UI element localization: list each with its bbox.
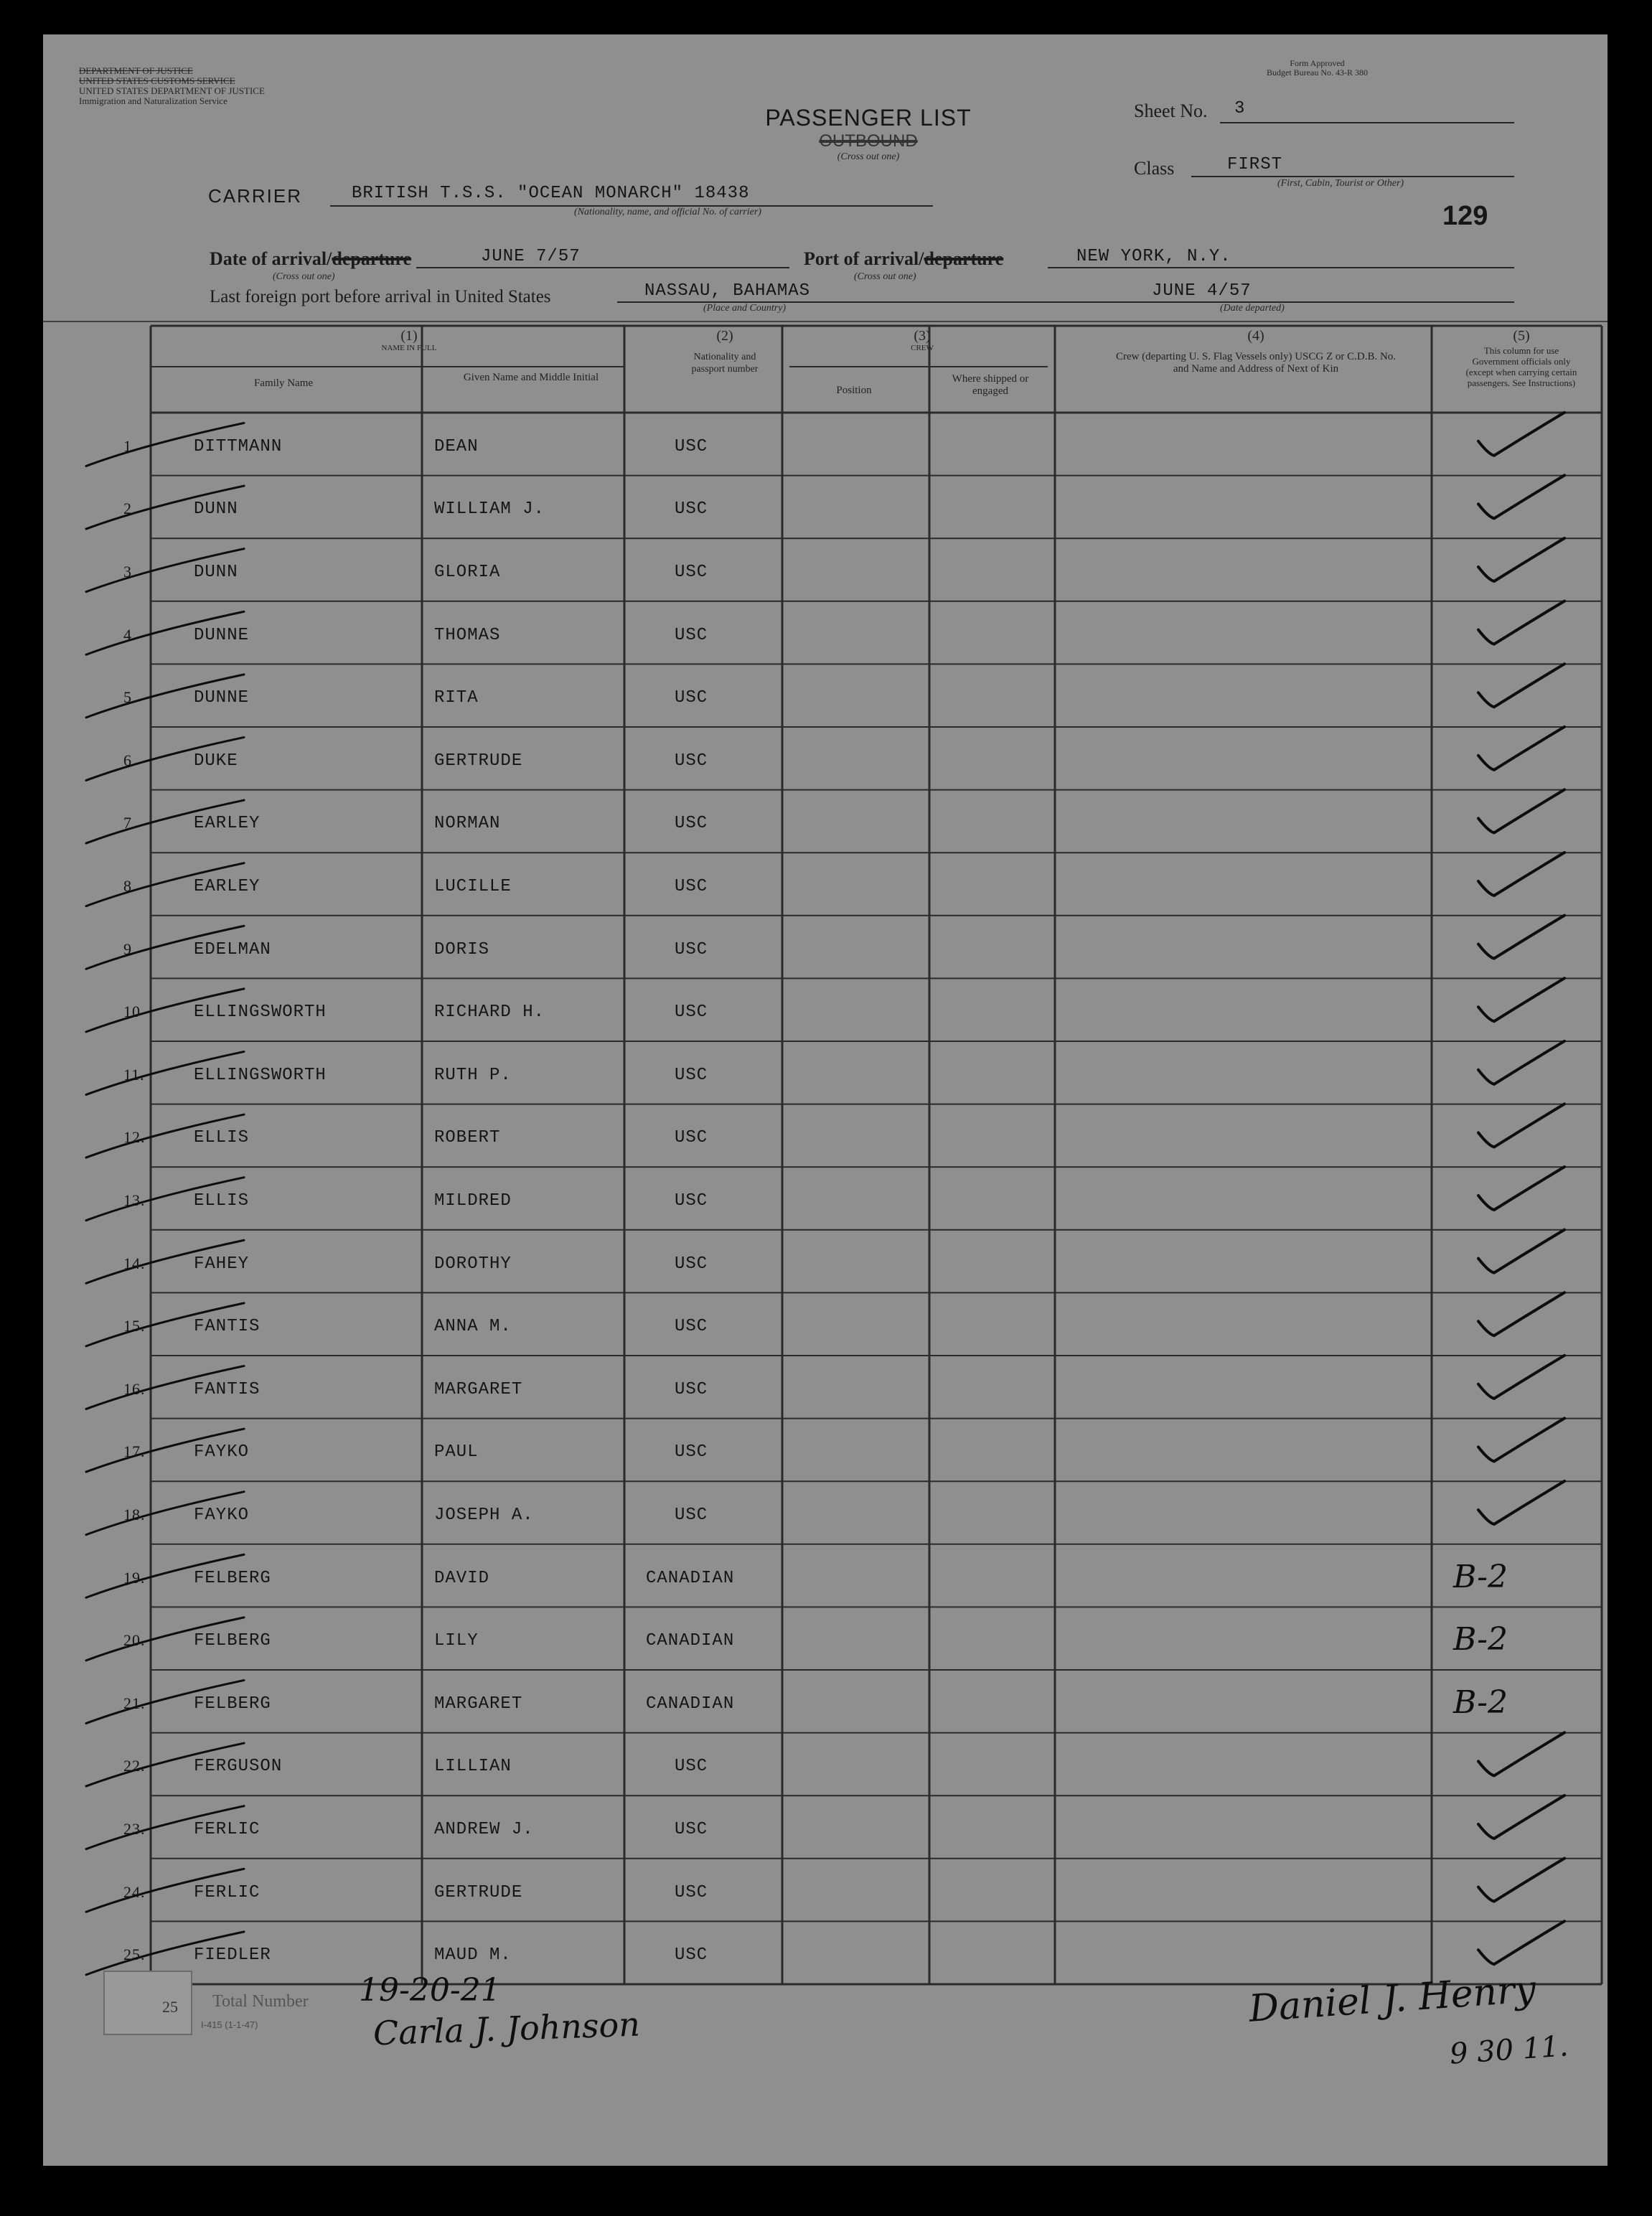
row-number: 16. xyxy=(123,1379,146,1398)
given-name: MARGARET xyxy=(434,1379,523,1399)
nationality: USC xyxy=(675,1379,708,1399)
family-name: ELLIS xyxy=(194,1128,250,1148)
given-name: RITA xyxy=(434,688,479,708)
date-of-arrival-value: JUNE 7/57 xyxy=(481,247,581,266)
check-mark xyxy=(1478,853,1564,896)
check-mark xyxy=(1478,916,1564,959)
date-cross-note: (Cross out one) xyxy=(273,271,335,282)
given-name: GERTRUDE xyxy=(434,751,523,771)
crossed-word: OUTBOUND xyxy=(819,131,918,151)
row-number: 23. xyxy=(123,1820,146,1838)
check-mark xyxy=(1478,789,1564,832)
row-number: 14. xyxy=(123,1254,146,1272)
total-box xyxy=(103,1971,192,2035)
gov-mark: B-2 xyxy=(1453,1558,1508,1595)
given-name: LUCILLE xyxy=(434,877,512,896)
nationality: USC xyxy=(675,1317,708,1337)
family-name: FERGUSON xyxy=(194,1757,283,1777)
nationality: USC xyxy=(675,1945,708,1966)
budget-line-1: Form Approved xyxy=(1290,58,1345,68)
carrier-value: BRITISH T.S.S. "OCEAN MONARCH" 18438 xyxy=(352,184,750,203)
check-mark xyxy=(1478,1418,1564,1461)
family-name: FELBERG xyxy=(194,1694,271,1714)
row-number: 5. xyxy=(123,688,137,707)
given-name: WILLIAM J. xyxy=(434,499,545,520)
date-note: 9 30 11. xyxy=(1448,2029,1569,2071)
agency-line-3: UNITED STATES DEPARTMENT OF JUSTICE xyxy=(79,85,265,96)
form-code: I-415 (1-1-47) xyxy=(201,2019,258,2030)
row-number: 8 xyxy=(123,877,132,895)
given-name: ANDREW J. xyxy=(434,1820,534,1839)
row-number: 2. xyxy=(123,499,137,518)
row-number: 17. xyxy=(123,1442,146,1461)
check-mark xyxy=(1478,1732,1564,1775)
row-number: 15. xyxy=(123,1317,146,1335)
last-port-date-value: JUNE 4/57 xyxy=(1152,281,1252,301)
nationality: USC xyxy=(675,1191,708,1211)
family-name-header: Family Name xyxy=(253,377,314,389)
row-number: 18. xyxy=(123,1506,146,1524)
given-name: JOSEPH A. xyxy=(434,1506,534,1525)
given-name: RICHARD H. xyxy=(434,1003,545,1023)
budget-line-2: Budget Bureau No. 43-R 380 xyxy=(1267,67,1368,78)
family-name: FAYKO xyxy=(194,1442,250,1463)
table-grid xyxy=(43,34,1608,2166)
given-name: DAVID xyxy=(434,1568,490,1588)
total-box-value: 25 xyxy=(162,1998,178,2016)
nationality: USC xyxy=(675,1882,708,1902)
check-mark xyxy=(1478,1859,1564,1902)
cross-out-note: (Cross out one) xyxy=(837,151,900,162)
last-port-date-note: (Date departed) xyxy=(1220,303,1285,314)
agency-line-1: DEPARTMENT OF JUSTICE xyxy=(79,65,193,76)
last-port-label: Last foreign port before arrival in United States xyxy=(210,287,551,306)
col4-number: (4) xyxy=(1247,328,1264,344)
date-label-text: Date of arrival/ xyxy=(210,248,332,269)
family-name: DUKE xyxy=(194,751,238,771)
family-name: DUNN xyxy=(194,499,238,520)
check-mark xyxy=(1478,1356,1564,1399)
gov-use-header: This column for use Government officials only (except when carrying certain passengers. See Instructions) xyxy=(1465,345,1577,388)
total-number-label: Total Number xyxy=(212,1992,309,2011)
check-mark xyxy=(1478,1481,1564,1524)
row-number: 21. xyxy=(123,1694,146,1712)
row-number: 22. xyxy=(123,1757,146,1775)
check-mark xyxy=(1478,475,1564,518)
position-header: Position xyxy=(836,385,872,396)
family-name: ELLIS xyxy=(194,1191,250,1211)
row-number: 19. xyxy=(123,1568,146,1587)
check-mark xyxy=(1478,1167,1564,1210)
port-cross-note: (Cross out one) xyxy=(854,271,916,282)
check-mark xyxy=(1478,1104,1564,1147)
given-name: LILY xyxy=(434,1631,479,1651)
crew-info-header: Crew (departing U. S. Flag Vessels only) USCG Z or C.D.B. No. and Name and Address of Next of Kin xyxy=(1115,351,1397,375)
nationality: USC xyxy=(675,877,708,896)
crew-header: CREW xyxy=(911,344,934,352)
form-title: PASSENGER LIST xyxy=(765,105,972,131)
given-name: LILLIAN xyxy=(434,1757,512,1777)
class-note: (First, Cabin, Tourist or Other) xyxy=(1277,178,1404,189)
nationality: USC xyxy=(675,1254,708,1274)
family-name: ELLINGSWORTH xyxy=(194,1003,327,1023)
row-number: 1. xyxy=(123,436,137,455)
class-label: Class xyxy=(1134,158,1175,179)
check-mark xyxy=(1478,538,1564,581)
check-mark xyxy=(1478,1292,1564,1335)
family-name: DUNNE xyxy=(194,625,250,645)
given-name: RUTH P. xyxy=(434,1065,512,1085)
given-name: DORIS xyxy=(434,939,490,959)
port-label-text: Port of arrival/ xyxy=(804,248,924,269)
nationality: USC xyxy=(675,1442,708,1463)
signature-left: Carla J. Johnson xyxy=(372,2004,641,2053)
col1-title: NAME IN FULL xyxy=(381,344,437,352)
agency-line-4: Immigration and Naturalization Service xyxy=(79,95,227,106)
row-number: 7. xyxy=(123,814,137,832)
check-mark xyxy=(1478,978,1564,1021)
nationality-header: Nationality and passport number xyxy=(691,352,759,375)
last-port-value: NASSAU, BAHAMAS xyxy=(644,281,811,301)
gov-mark: B-2 xyxy=(1453,1621,1508,1658)
nationality: USC xyxy=(675,563,708,582)
carrier-label: CARRIER xyxy=(208,185,303,207)
nationality: CANADIAN xyxy=(646,1568,735,1588)
row-number: 3. xyxy=(123,563,137,581)
given-name: NORMAN xyxy=(434,814,501,834)
col2-number: (2) xyxy=(716,328,733,344)
class-value: FIRST xyxy=(1227,155,1283,174)
agency-line-2: UNITED STATES CUSTOMS SERVICE xyxy=(79,75,235,86)
check-mark xyxy=(1478,1230,1564,1273)
given-name: DEAN xyxy=(434,436,479,456)
signature-right: Daniel J. Henry xyxy=(1247,1968,1538,2031)
nationality: USC xyxy=(675,499,708,520)
nationality: USC xyxy=(675,1128,708,1148)
family-name: FAHEY xyxy=(194,1254,250,1274)
nationality: USC xyxy=(675,436,708,456)
row-number: 6. xyxy=(123,751,137,769)
carrier-note: (Nationality, name, and official No. of carrier) xyxy=(574,207,761,217)
nationality: USC xyxy=(675,1003,708,1023)
row-number: 20. xyxy=(123,1631,146,1650)
nationality: CANADIAN xyxy=(646,1694,735,1714)
nationality: CANADIAN xyxy=(646,1631,735,1651)
row-number: 13. xyxy=(123,1191,146,1209)
gov-mark: B-2 xyxy=(1453,1684,1508,1721)
row-number: 12. xyxy=(123,1128,146,1147)
check-mark xyxy=(1478,1041,1564,1084)
family-name: FELBERG xyxy=(194,1631,271,1651)
col5-number: (5) xyxy=(1513,328,1530,344)
given-name: ROBERT xyxy=(434,1128,501,1148)
family-name: ELLINGSWORTH xyxy=(194,1065,327,1085)
given-name: MILDRED xyxy=(434,1191,512,1211)
hand-note: 19-20-21 xyxy=(359,1972,501,2009)
check-mark xyxy=(1478,727,1564,770)
nationality: USC xyxy=(675,751,708,771)
date-label-crossed: departure xyxy=(332,248,412,269)
nationality: USC xyxy=(675,1820,708,1839)
family-name: FERLIC xyxy=(194,1882,261,1902)
given-name: DOROTHY xyxy=(434,1254,512,1274)
family-name: EARLEY xyxy=(194,877,261,896)
check-mark xyxy=(1478,413,1564,456)
given-name: ANNA M. xyxy=(434,1317,512,1337)
passenger-list-sheet xyxy=(43,34,1608,2166)
last-port-note: (Place and Country) xyxy=(703,303,787,314)
nationality: USC xyxy=(675,1757,708,1777)
shipped-header: Where shipped or engaged xyxy=(952,373,1029,397)
family-name: EDELMAN xyxy=(194,939,271,959)
family-name: FAYKO xyxy=(194,1506,250,1525)
col3-number: (3) xyxy=(914,328,931,344)
sheet-number-value: 3 xyxy=(1234,99,1246,118)
col1-number: (1) xyxy=(400,328,418,344)
row-number: 24. xyxy=(123,1882,146,1901)
given-name: MARGARET xyxy=(434,1694,523,1714)
given-name: GERTRUDE xyxy=(434,1882,523,1902)
family-name: FANTIS xyxy=(194,1379,261,1399)
given-name: MAUD M. xyxy=(434,1945,512,1966)
family-name: FIEDLER xyxy=(194,1945,271,1966)
family-name: DITTMANN xyxy=(194,436,283,456)
given-name: GLORIA xyxy=(434,563,501,582)
family-name: FANTIS xyxy=(194,1317,261,1337)
check-mark xyxy=(1478,1795,1564,1839)
nationality: USC xyxy=(675,1065,708,1085)
nationality: USC xyxy=(675,939,708,959)
nationality: USC xyxy=(675,625,708,645)
check-mark xyxy=(1478,1921,1564,1964)
port-of-arrival-value: NEW YORK, N.Y. xyxy=(1076,247,1231,266)
nationality: USC xyxy=(675,814,708,834)
sheet-number-label: Sheet No. xyxy=(1134,100,1208,121)
given-name: PAUL xyxy=(434,1442,479,1463)
row-number: 11. xyxy=(123,1065,145,1084)
nationality: USC xyxy=(675,688,708,708)
row-number: 10 xyxy=(123,1003,141,1021)
family-name: DUNN xyxy=(194,563,238,582)
page-number: 129 xyxy=(1442,201,1488,231)
port-label-crossed: departure xyxy=(924,248,1004,269)
given-name: THOMAS xyxy=(434,625,501,645)
check-mark xyxy=(1478,601,1564,644)
family-name: FERLIC xyxy=(194,1820,261,1839)
row-number: 25. xyxy=(123,1945,146,1964)
check-mark xyxy=(1478,664,1564,707)
given-name-header: Given Name and Middle Initial xyxy=(463,372,599,383)
family-name: EARLEY xyxy=(194,814,261,834)
nationality: USC xyxy=(675,1506,708,1525)
row-number: 9 xyxy=(123,939,132,958)
family-name: FELBERG xyxy=(194,1568,271,1588)
row-number: 4. xyxy=(123,625,137,644)
family-name: DUNNE xyxy=(194,688,250,708)
